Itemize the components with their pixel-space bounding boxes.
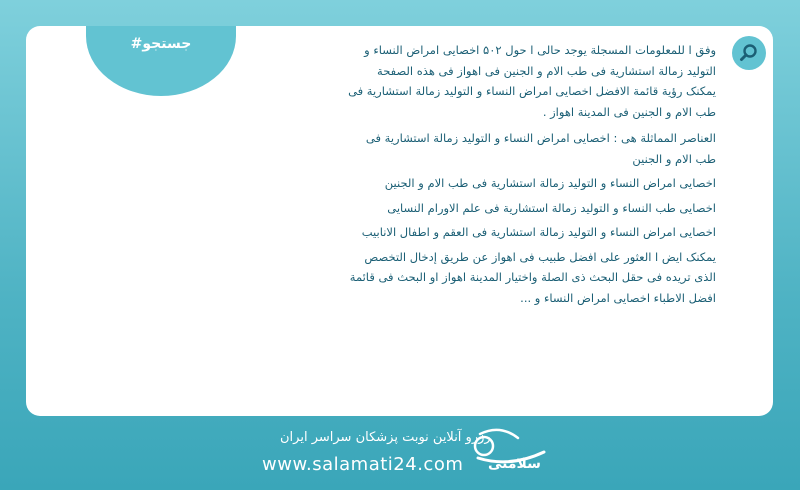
footer-url-link[interactable]: www.salamati24.com xyxy=(262,454,464,475)
list-item[interactable]: اخصایی طب النساء و التولید زمالة استشاریة فی علم الاورام النسایی xyxy=(387,200,716,215)
outro-paragraph: یمکنک ایض ا العثور علی افضل طبیب فی اهواز عن طریق إدخال التخصص الذی تریده فی حقل البحث ذی الصلة واختیار المدینة اهواز او البحث فی قائمة افضل الاطباء اخصایی امراض النساء و ... xyxy=(349,249,716,305)
article-body xyxy=(346,40,716,312)
list-item[interactable]: اخصایی امراض النساء و التولید زمالة استشاریة فی العقم و اطفال الانابیب xyxy=(361,225,716,239)
content-card xyxy=(26,26,773,416)
intro-paragraph: وفق ا للمعلومات المسجلة يوجد حالی ا حول ۵۰۲ اخصایی امراض النساء و التولید زمالة استشاریة فی طب الام و الجنین فی اهواز فی هذه الصفحة یمکنک رؤیة قائمة الافضل اخصایی امراض النساء و التولید زمالة استشاریة فی طب الام و الجنین فی المدینة اهواز . xyxy=(348,43,716,119)
list-item[interactable]: اخصایی امراض النساء و التولید زمالة استشاریة فی طب الام و الجنین xyxy=(384,176,716,190)
search-button[interactable] xyxy=(732,36,766,70)
similar-items-heading: العناصر المماثلة هی : اخصایی امراض النساء و التولید زمالة استشاریة فی طب الام و الجنین xyxy=(365,131,716,166)
logo-wordmark: سلامتی xyxy=(488,456,541,472)
footer-tagline: رزرو آنلاین نوبت پزشکان سراسر ایران xyxy=(280,430,491,445)
search-tab-label[interactable]: #جستجو xyxy=(130,36,192,52)
